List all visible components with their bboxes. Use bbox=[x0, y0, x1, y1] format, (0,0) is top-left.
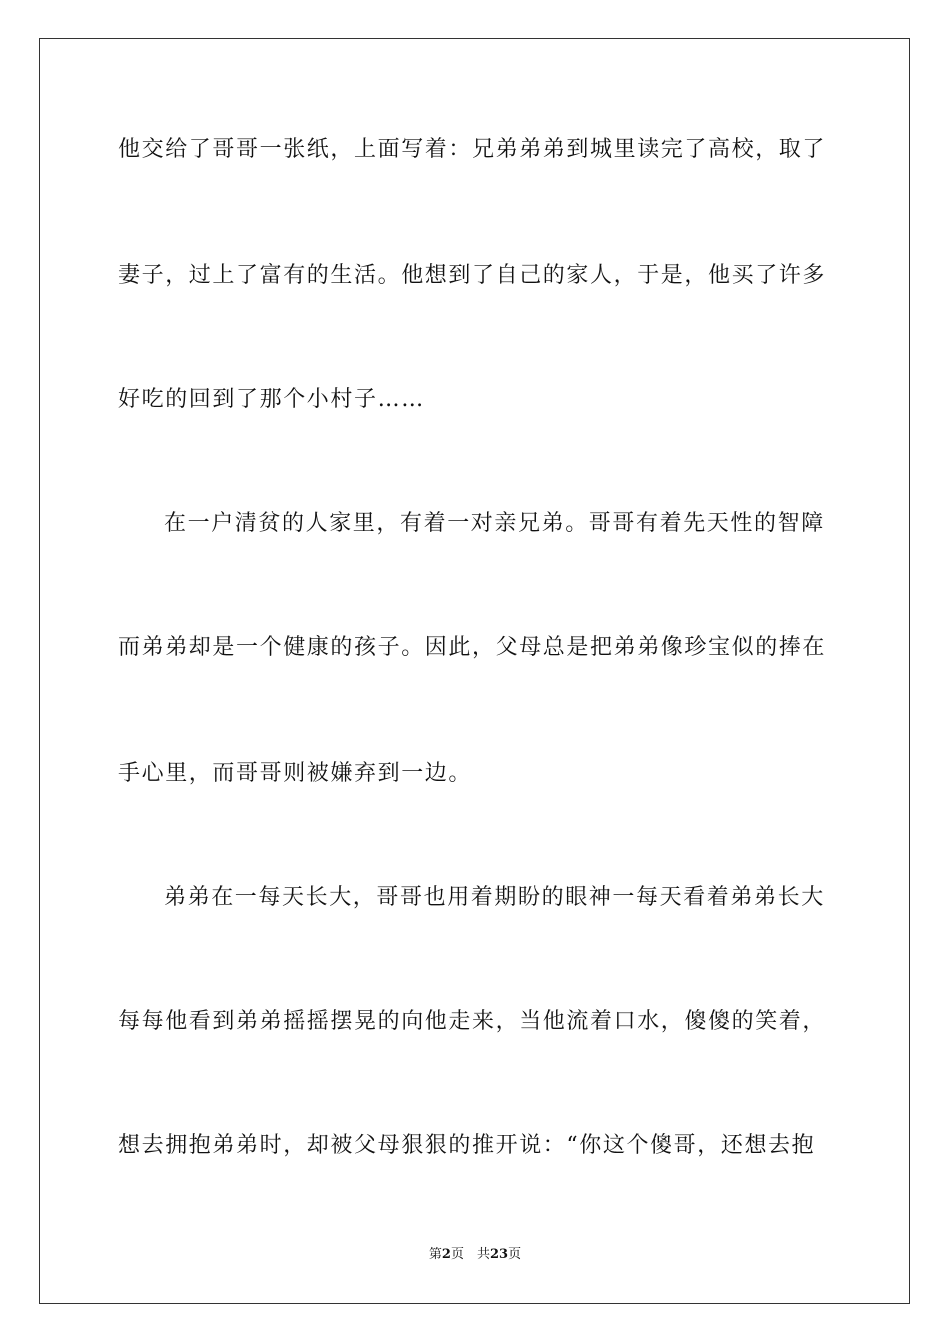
page-border bbox=[39, 38, 910, 1304]
total-page-count: 23 bbox=[489, 1247, 509, 1262]
paragraph-3-line-3: 想去拥抱弟弟时，却被父母狠狠的推开说：“你这个傻哥，还想去抱 bbox=[118, 1133, 816, 1158]
footer-mid: 页 共 bbox=[450, 1247, 490, 1262]
current-page-number: 2 bbox=[441, 1247, 451, 1262]
paragraph-3-line-1: 弟弟在一每天长大，哥哥也用着期盼的眼神一每天看着弟弟长大 bbox=[164, 885, 825, 910]
text-line-3: 好吃的回到了那个小村子…… bbox=[118, 387, 425, 412]
paragraph-2-line-1: 在一户清贫的人家里，有着一对亲兄弟。哥哥有着先天性的智障 bbox=[164, 511, 825, 536]
paragraph-2-line-3: 手心里，而哥哥则被嫌弃到一边。 bbox=[118, 761, 473, 786]
paragraph-2-line-2: 而弟弟却是一个健康的孩子。因此，父母总是把弟弟像珍宝似的捧在 bbox=[118, 635, 827, 660]
text-line-1: 他交给了哥哥一张纸，上面写着：兄弟弟弟到城里读完了高校，取了 bbox=[118, 137, 827, 162]
text-line-2: 妻子，过上了富有的生活。他想到了自己的家人，于是，他买了许多 bbox=[118, 263, 827, 288]
footer-suffix: 页 bbox=[508, 1247, 522, 1262]
page-footer bbox=[0, 1246, 950, 1264]
footer-prefix: 第 bbox=[428, 1247, 442, 1262]
paragraph-3-line-2: 每每他看到弟弟摇摇摆晃的向他走来，当他流着口水，傻傻的笑着， bbox=[118, 1009, 827, 1034]
